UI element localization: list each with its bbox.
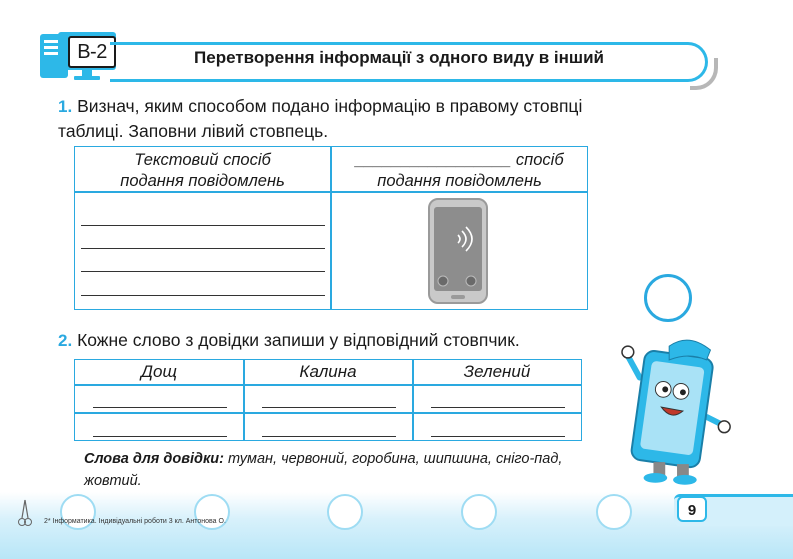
task1-right-header[interactable]: _________________ спосіб подання повідомлень: [355, 151, 564, 190]
answer-line[interactable]: [93, 407, 227, 408]
task2-number: 2.: [58, 331, 73, 350]
answer-line[interactable]: [81, 271, 325, 272]
page-number: 9: [677, 496, 707, 522]
answer-line[interactable]: [81, 248, 325, 249]
answer-circle: [644, 274, 692, 322]
task1-text: [58, 94, 588, 144]
answer-line[interactable]: [93, 436, 227, 437]
footer-credit: 2* Інформатика. Індивідуальні роботи 3 кл. Антонова О.: [44, 518, 226, 525]
phone-mascot-icon: [620, 338, 738, 486]
laptop-icon: [461, 494, 497, 530]
reference-list: туман, червоний, горобина, шипшина, сніго-пад, жовтий.: [84, 451, 563, 489]
scissors-icon: [18, 498, 32, 528]
answer-line[interactable]: [431, 407, 565, 408]
answer-line[interactable]: [81, 295, 325, 296]
title-frame-shadow: [690, 58, 718, 90]
section-code: В-2: [68, 36, 116, 68]
column-header: Калина: [299, 362, 357, 381]
column-header: Зелений: [463, 362, 531, 381]
answer-line[interactable]: [81, 225, 325, 226]
answer-line[interactable]: [262, 436, 396, 437]
answer-line[interactable]: [431, 436, 565, 437]
task1-number: 1.: [58, 97, 73, 116]
mouse-icon: [596, 494, 632, 530]
reference-label: Слова для довідки:: [84, 451, 224, 467]
smartphone-icon: [427, 197, 491, 307]
task2-text: [58, 328, 588, 353]
task2-instruction: Кожне слово з довідки запиши у відповідний стовпчик.: [77, 330, 520, 350]
answer-line[interactable]: [262, 407, 396, 408]
column-header: Дощ: [141, 362, 177, 381]
reference-words: [84, 448, 584, 492]
task2-table: [74, 359, 582, 441]
page-title: Перетворення інформації з одного виду в інший: [194, 48, 604, 67]
task1-left-header: Текстовий спосіб подання повідомлень: [120, 151, 285, 190]
tablet-icon: [327, 494, 363, 530]
task1-table: [74, 146, 588, 310]
task1-instruction: Визнач, яким способом подано інформацію в правому стовпці таблиці. Заповни лівий стовпець.: [58, 96, 583, 141]
